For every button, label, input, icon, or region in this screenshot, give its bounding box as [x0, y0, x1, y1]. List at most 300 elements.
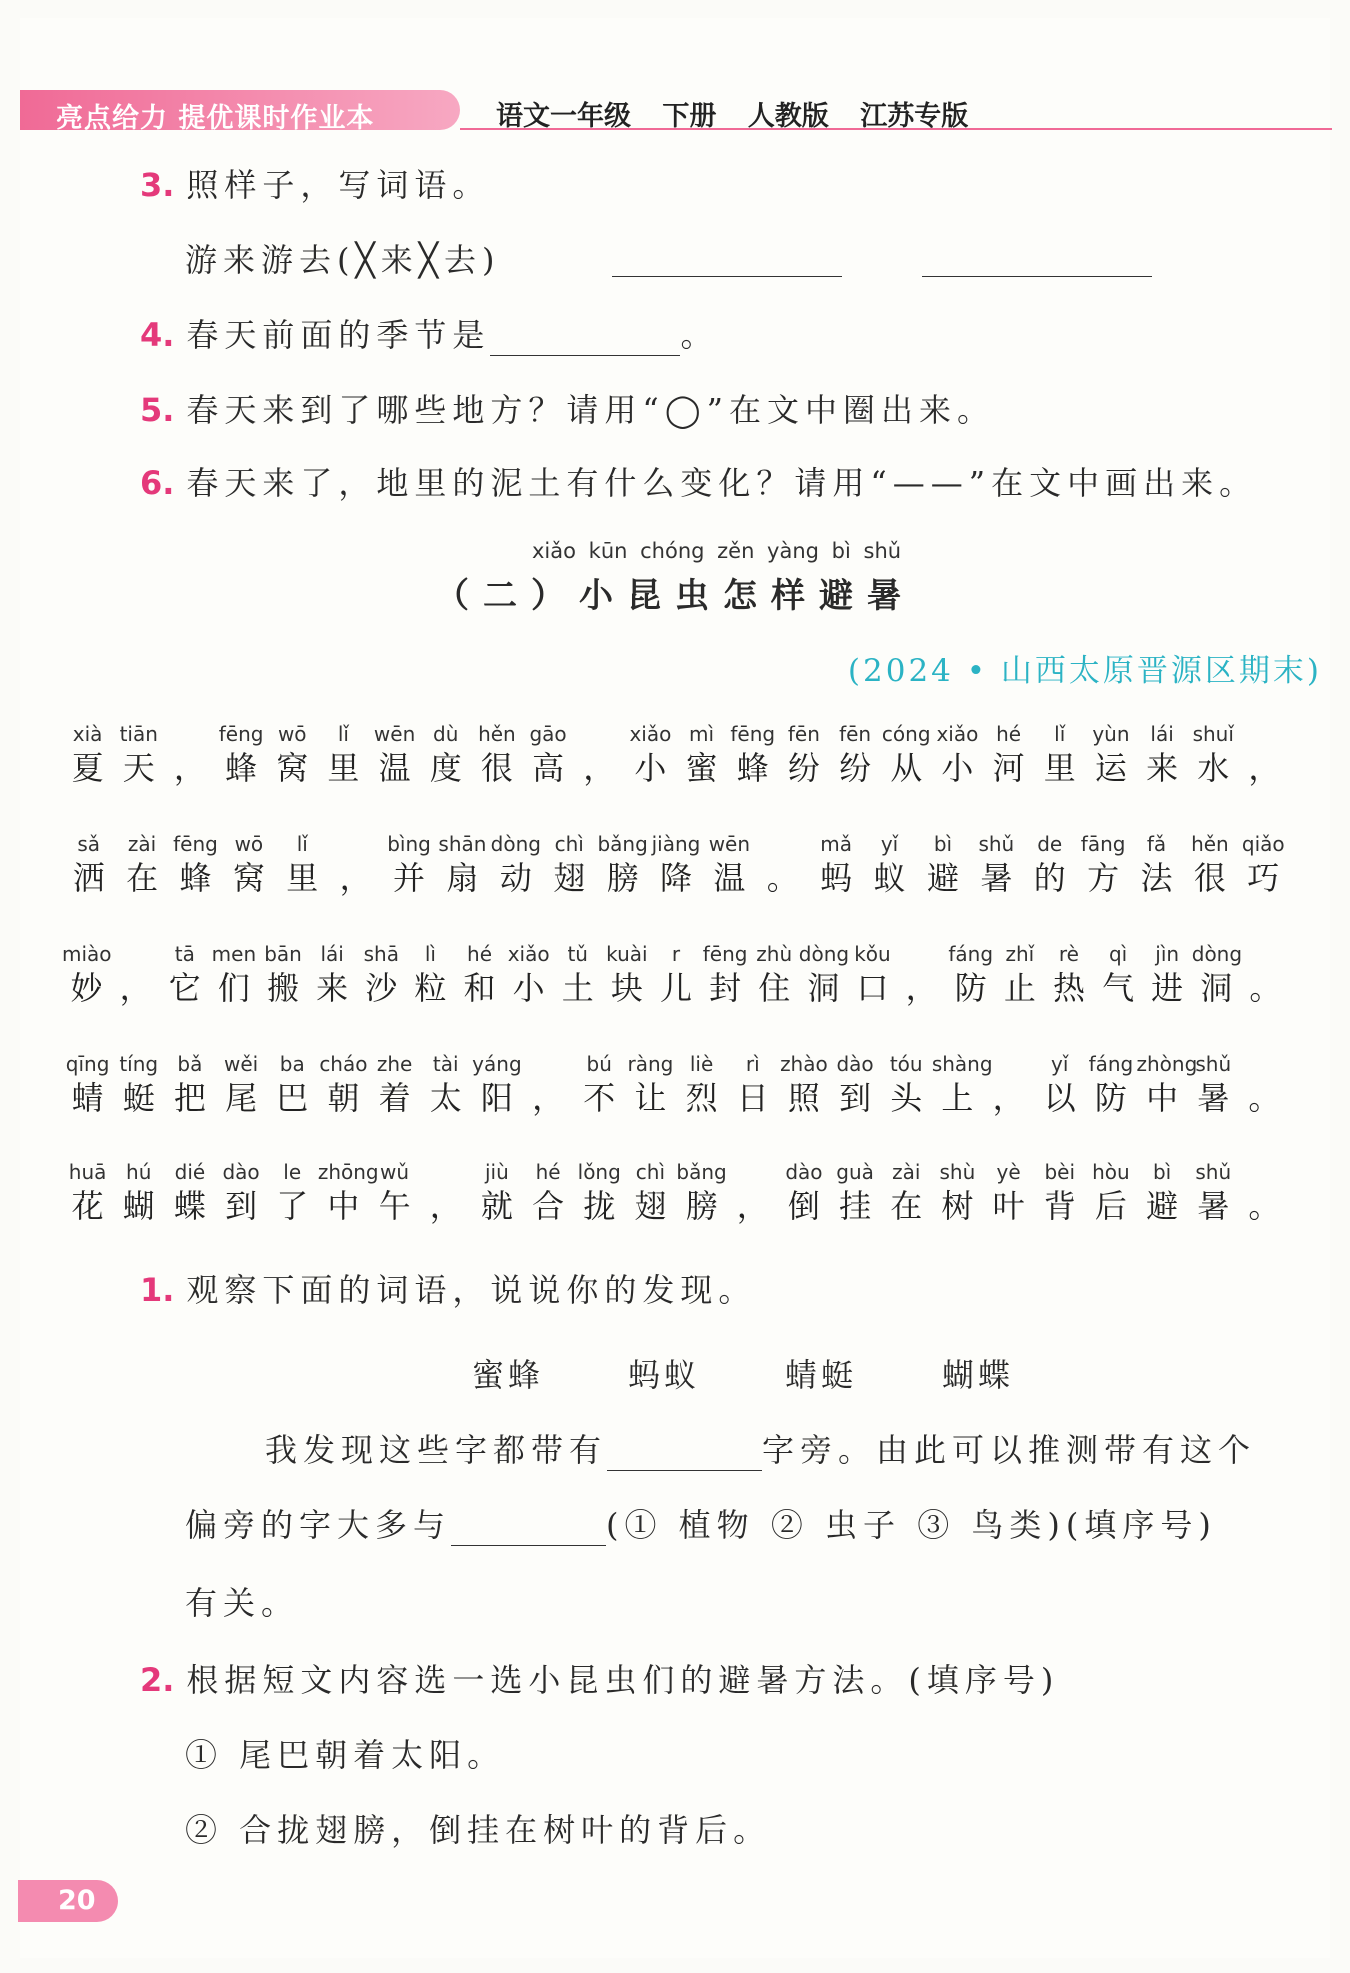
hanzi: 蜂 [736, 749, 769, 787]
pinyin: dào [785, 1160, 823, 1184]
hanzi: 防 [954, 969, 987, 1007]
question-4 [140, 310, 718, 356]
pinyin: kuài [606, 942, 648, 966]
hanzi: 并 [393, 859, 426, 897]
hanzi: 它 [168, 969, 201, 1007]
pinyin: zài [892, 1160, 921, 1184]
question-number: 6. [140, 464, 175, 502]
pinyin: fēn [787, 722, 820, 746]
passage-char [62, 1160, 113, 1226]
hanzi: 叶 [992, 1187, 1025, 1225]
pinyin: dào [222, 1160, 260, 1184]
passage-char [778, 722, 829, 788]
hanzi: ， [905, 969, 938, 1007]
passage-char [471, 1052, 522, 1118]
pinyin: cóng [881, 722, 931, 746]
passage-char [1188, 1052, 1239, 1118]
question-number: 4. [140, 316, 175, 354]
word-item: 蜻蜓 [785, 1356, 858, 1394]
answer-blank-1[interactable] [612, 276, 842, 277]
hanzi: 中 [327, 1187, 360, 1225]
pinyin: zhù [756, 942, 793, 966]
answer-blank-season[interactable] [490, 319, 680, 356]
pinyin: r [671, 942, 681, 966]
pinyin: tǔ [567, 942, 588, 966]
pinyin: guà [836, 1160, 874, 1184]
pinyin: zhǐ [1005, 942, 1035, 966]
hanzi: 和 [463, 969, 496, 1007]
passage-char [1183, 832, 1236, 898]
pinyin: bì [1152, 1160, 1172, 1184]
hanzi: 度 [429, 749, 462, 787]
passage-line [0, 832, 1350, 902]
pinyin: tài [432, 1052, 459, 1076]
pinyin: bǎng [597, 832, 648, 856]
question-text: 观察下面的词语，说说你的发现。 [186, 1271, 757, 1309]
pinyin: gāo [529, 722, 567, 746]
pinyin [756, 832, 809, 858]
passage-char [164, 722, 215, 788]
pinyin: lǐ [1054, 722, 1066, 746]
pinyin: fēng [702, 942, 748, 966]
passage-char [1076, 832, 1129, 898]
hanzi: 儿 [659, 969, 692, 1007]
pinyin [1239, 1160, 1290, 1186]
hanzi: 暑 [980, 859, 1013, 897]
passage-char [420, 722, 471, 788]
passage-char [809, 832, 862, 898]
pinyin: shǔ [978, 832, 1015, 856]
passage-char [1023, 832, 1076, 898]
hanzi: 暑 [1197, 1187, 1230, 1225]
passage-char [369, 1052, 420, 1118]
passage-char [750, 942, 799, 1008]
pinyin: lǐ [337, 722, 349, 746]
pinyin: hé [467, 942, 492, 966]
hanzi: 巧 [1247, 859, 1280, 897]
hanzi: 。 [1249, 969, 1282, 1007]
passage-char [830, 1052, 881, 1118]
word-item: 蚂蚁 [628, 1356, 701, 1394]
fill-line-a [265, 1425, 1256, 1471]
pinyin: tíng [119, 1052, 159, 1076]
pinyin: lǒng [577, 1160, 621, 1184]
passage-char [995, 942, 1044, 1008]
passage-char [983, 722, 1034, 788]
pinyin: zhào [780, 1052, 828, 1076]
pinyin: bǎng [676, 1160, 727, 1184]
pinyin: le [283, 1160, 302, 1184]
option-1: ① 尾巴朝着太阳。 [185, 1736, 506, 1774]
hanzi: 洒 [72, 859, 105, 897]
pinyin: bān [264, 942, 302, 966]
passage-char [848, 942, 897, 1008]
passage-char [701, 942, 750, 1008]
passage-char [553, 942, 602, 1008]
hanzi: 河 [992, 749, 1025, 787]
hanzi: 把 [173, 1079, 206, 1117]
pinyin: rè [1058, 942, 1079, 966]
hanzi: 进 [1151, 969, 1184, 1007]
passage-line [0, 1052, 1350, 1122]
passage-char [369, 1160, 420, 1226]
passage-char [267, 1160, 318, 1226]
hanzi: 纷 [839, 749, 872, 787]
passage-char [625, 1052, 676, 1118]
hanzi: 夏 [71, 749, 104, 787]
pinyin: fáng [948, 942, 994, 966]
hanzi: 合 [532, 1187, 565, 1225]
hanzi: 小 [634, 749, 667, 787]
hanzi: 妙 [70, 969, 103, 1007]
answer-blank-radical[interactable] [607, 1434, 762, 1471]
passage-line [0, 722, 1350, 792]
question-2 [140, 1655, 1059, 1701]
hanzi: ， [173, 749, 206, 787]
passage-char [863, 832, 916, 898]
pinyin: dòng [1191, 942, 1243, 966]
hanzi: ， [532, 1079, 565, 1117]
pinyin: xiǎo [629, 722, 672, 746]
hanzi: 天 [122, 749, 155, 787]
hanzi: 来 [316, 969, 349, 1007]
pinyin: ba [279, 1052, 305, 1076]
pinyin: qiǎo [1241, 832, 1285, 856]
passage-char [916, 832, 969, 898]
question-6 [140, 458, 1257, 504]
hanzi: 蜜 [685, 749, 718, 787]
passage-char [651, 942, 700, 1008]
passage-char [222, 832, 275, 898]
passage-char [830, 722, 881, 788]
passage-char [574, 1160, 625, 1226]
pinyin: bǎ [177, 1052, 203, 1076]
pinyin [420, 1160, 471, 1186]
passage-char [1137, 722, 1188, 788]
passage-char [574, 722, 625, 788]
pinyin: wēn [373, 722, 416, 746]
pinyin: ràng [627, 1052, 674, 1076]
hanzi: 里 [286, 859, 319, 897]
hanzi: 蚂 [820, 859, 853, 897]
question-text: 根据短文内容选一选小昆虫们的避暑方法。(填序号) [186, 1661, 1060, 1699]
hanzi: 运 [1094, 749, 1127, 787]
fill-text: 我发现这些字都带有 [265, 1431, 608, 1469]
hanzi: 到 [225, 1187, 258, 1225]
hanzi: 方 [1087, 859, 1120, 897]
fill-line-b [185, 1500, 1217, 1546]
pinyin: dù [433, 722, 459, 746]
passage-char [420, 1052, 471, 1118]
hanzi: 沙 [365, 969, 398, 1007]
passage-char [1188, 722, 1239, 788]
header-brand: 亮点给力 提优课时作业本 [56, 103, 375, 134]
passage-char [983, 1160, 1034, 1226]
hanzi: 巴 [276, 1079, 309, 1117]
hanzi: 水 [1197, 749, 1230, 787]
passage-char [111, 942, 160, 1008]
pinyin [1239, 722, 1290, 748]
pinyin: wō [234, 832, 264, 856]
hanzi: 挂 [839, 1187, 872, 1225]
passage-char [625, 722, 676, 788]
passage-char [216, 1160, 267, 1226]
pinyin: tóu [889, 1052, 923, 1076]
pinyin: fēng [173, 832, 218, 856]
hanzi: 很 [480, 749, 513, 787]
passage-char [932, 1160, 983, 1226]
passage-char [209, 942, 258, 1008]
hanzi: 蚁 [873, 859, 906, 897]
hanzi: 烈 [685, 1079, 718, 1117]
passage-char [369, 722, 420, 788]
pinyin [329, 832, 382, 858]
hanzi: 朝 [327, 1079, 360, 1117]
passage-char [625, 1160, 676, 1226]
pinyin [1241, 942, 1290, 968]
question-text: 春天来了，地里的泥土有什么变化？请用“——”在文中画出来。 [186, 464, 1258, 502]
hanzi: 很 [1193, 859, 1226, 897]
pinyin: hòu [1092, 1160, 1130, 1184]
pinyin: huā [68, 1160, 107, 1184]
passage-char [436, 832, 489, 898]
hanzi: 蝶 [173, 1187, 206, 1225]
answer-blank-choice[interactable] [451, 1509, 606, 1546]
pinyin: lái [320, 942, 344, 966]
hanzi: 不 [583, 1079, 616, 1117]
hanzi: 小 [512, 969, 545, 1007]
passage-char [1241, 942, 1290, 1008]
passage-char [357, 942, 406, 1008]
hanzi: 块 [610, 969, 643, 1007]
pinyin: bì [933, 832, 953, 856]
passage-char [62, 832, 115, 898]
passage-char [881, 1052, 932, 1118]
passage-char [1085, 1160, 1136, 1226]
pinyin: fāng [1080, 832, 1126, 856]
passage-char [830, 1160, 881, 1226]
passage-char [164, 1160, 215, 1226]
pinyin: wō [277, 722, 307, 746]
pinyin: dào [836, 1052, 874, 1076]
hanzi: 封 [709, 969, 742, 1007]
passage-char [602, 942, 651, 1008]
question-1 [140, 1265, 756, 1311]
question-end-mark: 。 [680, 316, 719, 354]
pinyin: yè [996, 1160, 1021, 1184]
pinyin: shuǐ [1192, 722, 1234, 746]
hanzi: 窝 [276, 749, 309, 787]
pinyin: xiǎo [936, 722, 979, 746]
hanzi: 了 [276, 1187, 309, 1225]
passage-char [1137, 1160, 1188, 1226]
pinyin: cháo [319, 1052, 368, 1076]
hanzi: 粒 [414, 969, 447, 1007]
hanzi: 蜂 [179, 859, 212, 897]
passage-char [113, 722, 164, 788]
hanzi: 们 [217, 969, 250, 1007]
passage-char [676, 1160, 727, 1226]
hanzi: 纷 [787, 749, 820, 787]
passage-char [169, 832, 222, 898]
passage-title: （二）小昆虫怎样避暑 [435, 576, 915, 616]
passage-char [649, 832, 702, 898]
passage-char [216, 1052, 267, 1118]
pinyin: shǔ [1195, 1052, 1232, 1076]
pinyin: shù [939, 1160, 976, 1184]
passage-char [62, 722, 113, 788]
pinyin: miào [62, 942, 112, 966]
hanzi: 膀 [606, 859, 639, 897]
pinyin [523, 1052, 574, 1078]
passage-char [160, 942, 209, 1008]
hanzi: 上 [941, 1079, 974, 1117]
hanzi: ， [736, 1187, 769, 1225]
pinyin: de [1037, 832, 1063, 856]
passage-char [504, 942, 553, 1008]
passage-char [983, 1052, 1034, 1118]
hanzi: 午 [378, 1187, 411, 1225]
hanzi: 里 [1043, 749, 1076, 787]
hanzi: 窝 [232, 859, 265, 897]
pinyin: hé [996, 722, 1022, 746]
pinyin: zhe [376, 1052, 413, 1076]
passage-char [1034, 722, 1085, 788]
pinyin [1239, 1052, 1290, 1078]
passage-char [778, 1160, 829, 1226]
pinyin [574, 722, 625, 748]
pinyin: wēn [708, 832, 751, 856]
hanzi: 中 [1146, 1079, 1179, 1117]
pinyin: wǔ [380, 1160, 410, 1184]
passage-char [420, 1160, 471, 1226]
passage-char [276, 832, 329, 898]
pinyin: bìng [387, 832, 431, 856]
passage-char [62, 1052, 113, 1118]
example-word: 游来游去(╳来╳去) [185, 241, 501, 279]
hanzi: 法 [1140, 859, 1173, 897]
hanzi: 膀 [685, 1187, 718, 1225]
passage-char [471, 722, 522, 788]
pinyin: yùn [1092, 722, 1130, 746]
pinyin: jiù [485, 1160, 509, 1184]
pinyin: jiàng [651, 832, 701, 856]
passage-char [1130, 832, 1183, 898]
passage-char [1239, 1160, 1290, 1226]
question-number: 5. [140, 391, 175, 429]
word-item: 蜜蜂 [472, 1356, 545, 1394]
hanzi: 搬 [267, 969, 300, 1007]
pinyin: chì [554, 832, 584, 856]
passage-char [1239, 1052, 1290, 1118]
passage-char [543, 832, 596, 898]
hanzi: 翅 [634, 1187, 667, 1225]
pinyin: fǎ [1146, 832, 1167, 856]
hanzi: 树 [941, 1187, 974, 1225]
hanzi: 尾 [225, 1079, 258, 1117]
pinyin: wěi [223, 1052, 259, 1076]
hanzi: 花 [71, 1187, 104, 1225]
pinyin: men [211, 942, 257, 966]
passage-char [113, 1052, 164, 1118]
pinyin: zài [127, 832, 157, 856]
passage-line [0, 1160, 1350, 1230]
fill-text: 偏旁的字大多与 [185, 1506, 452, 1544]
pinyin: shān [438, 832, 487, 856]
passage-char [946, 942, 995, 1008]
hanzi: 气 [1102, 969, 1135, 1007]
passage-char [676, 1052, 727, 1118]
page-number: 20 [18, 1880, 118, 1922]
pinyin: dòng [798, 942, 850, 966]
pinyin: fáng [1088, 1052, 1134, 1076]
hanzi: 防 [1094, 1079, 1127, 1117]
question-number: 1. [140, 1271, 175, 1309]
hanzi: 让 [634, 1079, 667, 1117]
pinyin: fēng [730, 722, 776, 746]
answer-blank-2[interactable] [922, 276, 1152, 277]
hanzi: 避 [1146, 1187, 1179, 1225]
pinyin: sǎ [77, 832, 101, 856]
pinyin: yáng [472, 1052, 522, 1076]
hanzi: 小 [941, 749, 974, 787]
passage-char [881, 722, 932, 788]
pinyin: qì [1108, 942, 1128, 966]
fill-line-c: 有关。 [185, 1584, 300, 1622]
fill-text: 字旁。由此可以推测带有这个 [762, 1431, 1257, 1469]
pinyin: hú [126, 1160, 152, 1184]
header-book-info: 语文一年级 下册 人教版 江苏专版 [496, 101, 969, 132]
pinyin: hěn [1191, 832, 1229, 856]
hanzi: 。 [766, 859, 799, 897]
pinyin: chì [635, 1160, 666, 1184]
passage-char [727, 1160, 778, 1226]
passage-char [1094, 942, 1143, 1008]
hanzi: ， [583, 749, 616, 787]
hanzi: 阳 [480, 1079, 513, 1117]
passage-char [703, 832, 756, 898]
word-item: 蝴蝶 [942, 1356, 1015, 1394]
hanzi: 温 [378, 749, 411, 787]
passage-char [267, 1052, 318, 1118]
hanzi: ， [339, 859, 372, 897]
passage-char [727, 722, 778, 788]
hanzi: 避 [926, 859, 959, 897]
hanzi: 住 [758, 969, 791, 1007]
passage-char [881, 1160, 932, 1226]
hanzi: 从 [890, 749, 923, 787]
hanzi: 扇 [446, 859, 479, 897]
passage-char [455, 942, 504, 1008]
passage-char [115, 832, 168, 898]
passage-char [489, 832, 542, 898]
passage-char [727, 1052, 778, 1118]
pinyin: yǐ [1051, 1052, 1069, 1076]
hanzi: 的 [1033, 859, 1066, 897]
passage-source: (2024 • 山西太原晋源区期末) [847, 653, 1322, 689]
hanzi: 。 [1248, 1079, 1281, 1117]
hanzi: 背 [1043, 1187, 1076, 1225]
pinyin [983, 1052, 1034, 1078]
hanzi: 就 [480, 1187, 513, 1225]
question-number: 2. [140, 1661, 175, 1699]
pinyin: shàng [931, 1052, 993, 1076]
hanzi: 以 [1043, 1079, 1076, 1117]
hanzi: 到 [839, 1079, 872, 1117]
passage-char [267, 722, 318, 788]
pinyin: liè [689, 1052, 714, 1076]
passage-char [778, 1052, 829, 1118]
